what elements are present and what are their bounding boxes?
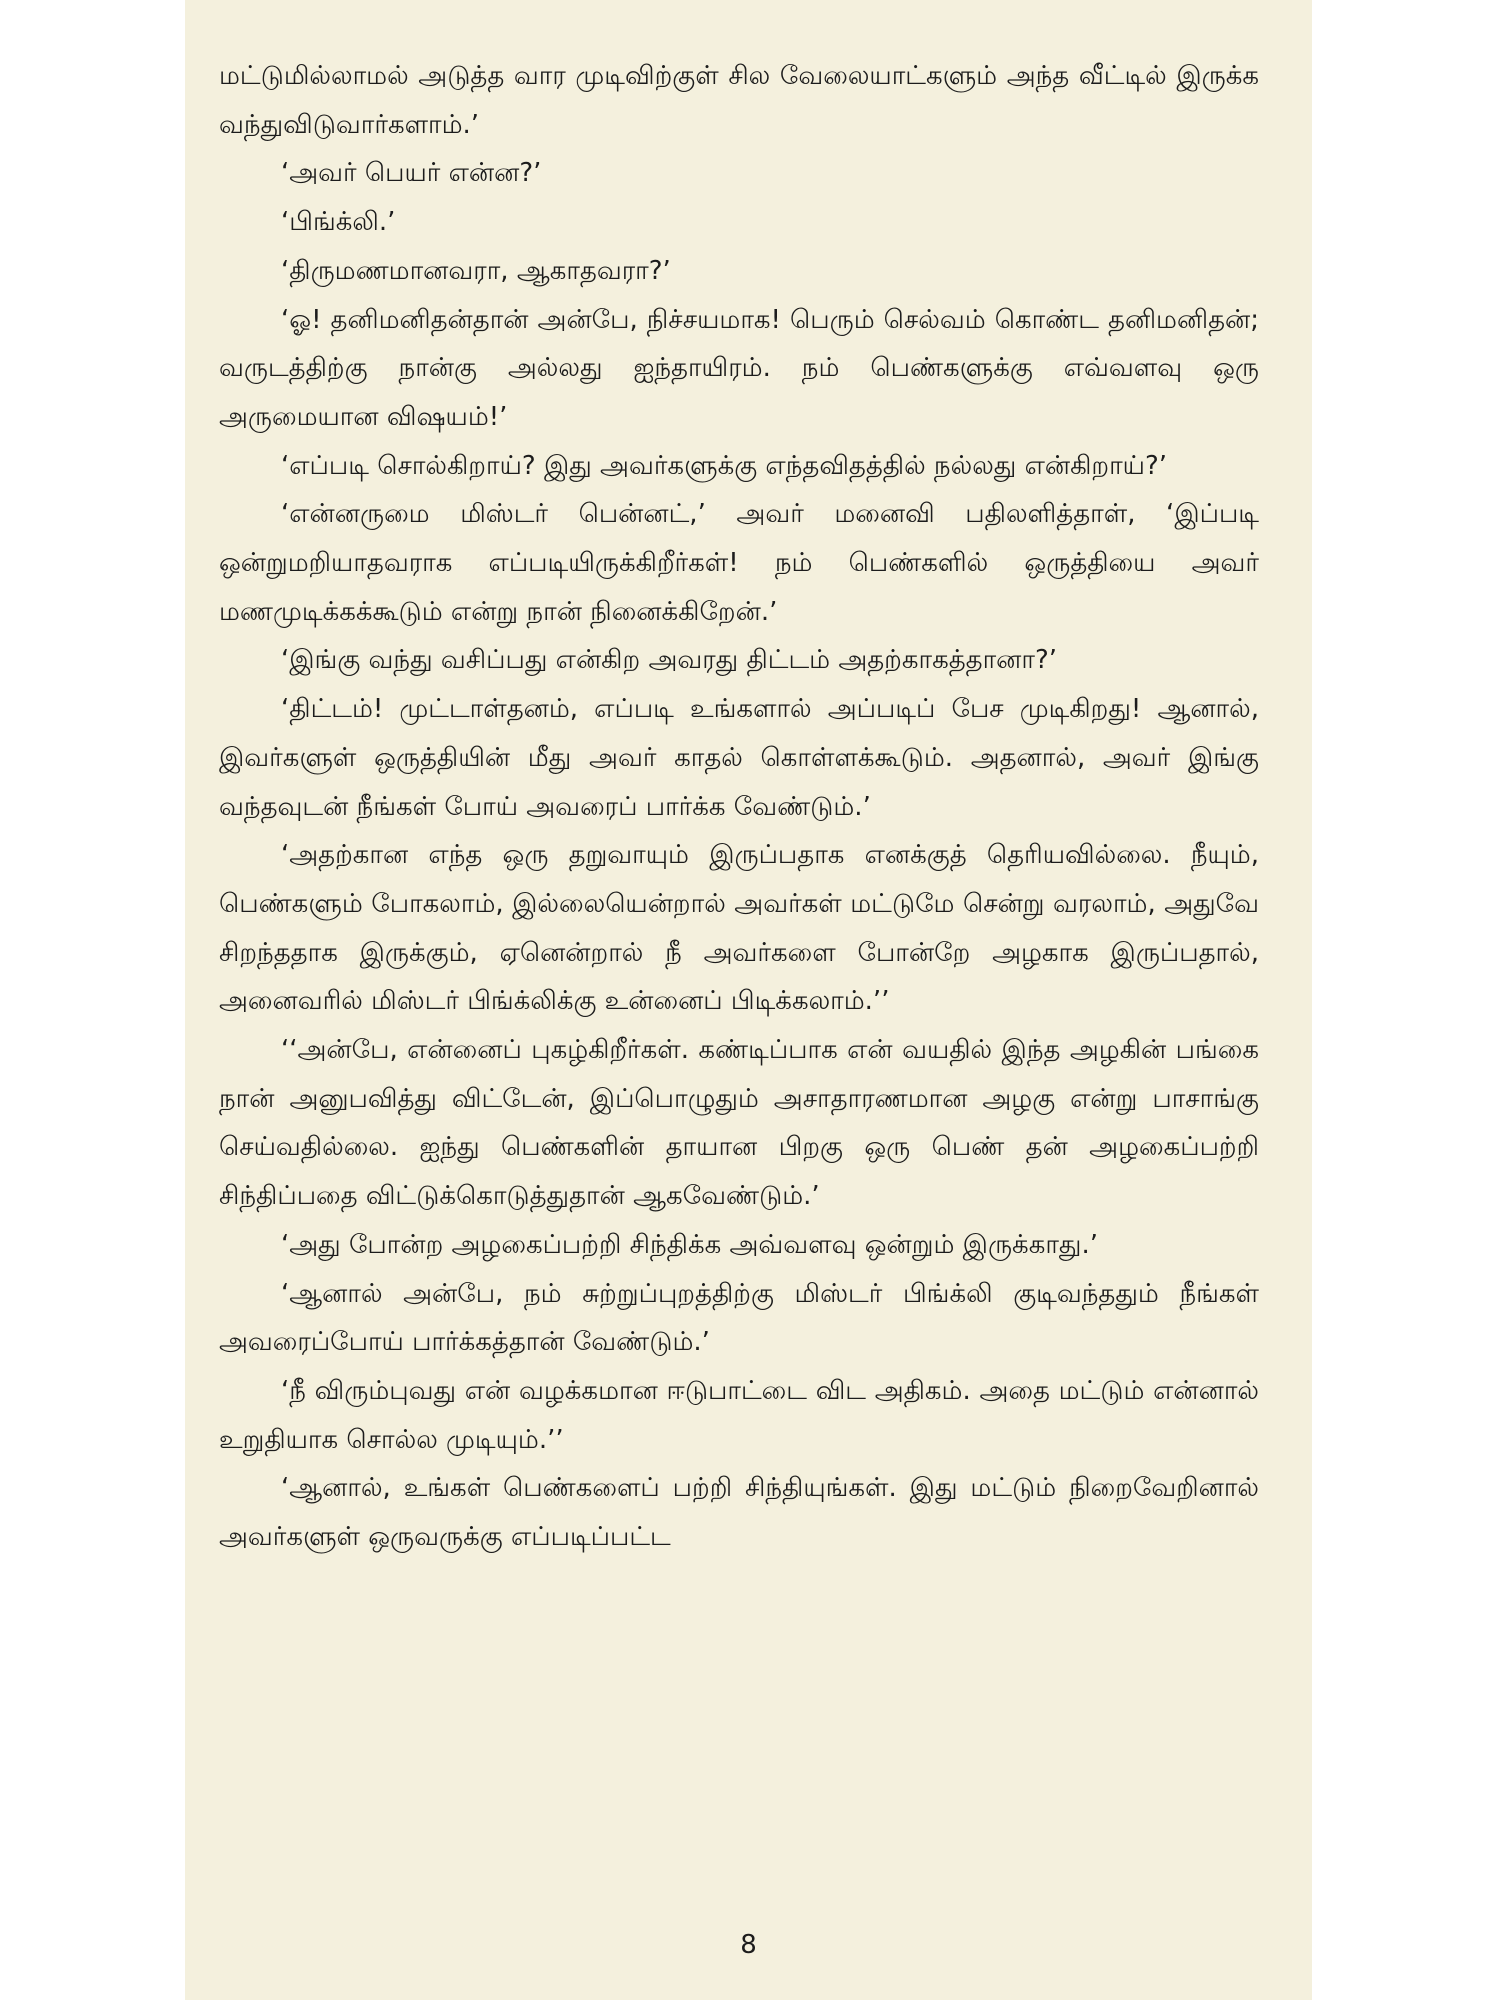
paragraph: ‘ஆனால், உங்கள் பெண்களைப் பற்றி சிந்தியுங்கள். இது மட்டும் நிறைவேறினால் அவர்களுள் ஒருவருக்கு எப்படிப்பட்ட xyxy=(219,1473,1259,1553)
paragraph: ‘எப்படி சொல்கிறாய்? இது அவர்களுக்கு எந்தவிதத்தில் நல்லது என்கிறாய்?’ xyxy=(281,450,1168,481)
paragraph: ‘ஆனால் அன்பே, நம் சுற்றுப்புறத்திற்கு மிஸ்டர் பிங்க்லி குடிவந்ததும் நீங்கள் அவரைப்போய் பார்க்கத்தான் வேண்டும்.’ xyxy=(219,1278,1259,1358)
paragraph: ‘ஓ! தனிமனிதன்தான் அன்பே, நிச்சயமாக! பெரும் செல்வம் கொண்ட தனிமனிதன்; வருடத்திற்கு நான்கு அல்லது ஐந்தாயிரம். நம் பெண்களுக்கு எவ்வளவு ஒரு அருமையான விஷயம்!’ xyxy=(219,304,1259,432)
paragraph: ‘பிங்க்லி.’ xyxy=(281,207,396,238)
paragraph: ‘என்னருமை மிஸ்டர் பென்னட்,’ அவர் மனைவி பதிலளித்தாள், ‘இப்படி ஒன்றுமறியாதவராக எப்படியிருக்கிறீர்கள்! நம் பெண்களில் ஒருத்தியை அவர் மணமுடிக்கக்கூடும் என்று நான் நினைக்கிறேன்.’ xyxy=(219,499,1259,627)
book-page xyxy=(185,0,1312,2000)
paragraph: ‘நீ விரும்புவது என் வழக்கமான ஈடுபாட்டை விட அதிகம். அதை மட்டும் என்னால் உறுதியாக சொல்ல முடியும்.’’ xyxy=(219,1375,1259,1455)
paragraph: ‘திட்டம்! முட்டாள்தனம், எப்படி உங்களால் அப்படிப் பேச முடிகிறது! ஆனால், இவர்களுள் ஒருத்தியின் மீது அவர் காதல் கொள்ளக்கூடும். அதனால், அவர் இங்கு வந்தவுடன் நீங்கள் போய் அவரைப் பார்க்க வேண்டும்.’ xyxy=(219,694,1259,822)
paragraph: மட்டுமில்லாமல் அடுத்த வார முடிவிற்குள் சில வேலையாட்களும் அந்த வீட்டில் இருக்க வந்துவிடுவார்களாம்.’ xyxy=(219,61,1259,140)
paragraph: ‘இங்கு வந்து வசிப்பது என்கிற அவரது திட்டம் அதற்காகத்தானா?’ xyxy=(281,645,1058,676)
paragraph: ‘‘அன்பே, என்னைப் புகழ்கிறீர்கள். கண்டிப்பாக என் வயதில் இந்த அழகின் பங்கை நான் அனுபவித்து விட்டேன், இப்பொழுதும் அசாதாரணமான அழகு என்று பாசாங்கு செய்வதில்லை. ஐந்து பெண்களின் தாயான பிறகு ஒரு பெண் தன் அழகைப்பற்றி சிந்திப்பதை விட்டுக்கொடுத்துதான் ஆகவேண்டும்.’ xyxy=(219,1035,1259,1212)
paragraph: ‘அவர் பெயர் என்ன?’ xyxy=(281,158,542,189)
paragraph: ‘அது போன்ற அழகைப்பற்றி சிந்திக்க அவ்வளவு ஒன்றும் இருக்காது.’ xyxy=(281,1229,1098,1260)
paragraph: ‘அதற்கான எந்த ஒரு தறுவாயும் இருப்பதாக எனக்குத் தெரியவில்லை. நீயும், பெண்களும் போகலாம், இல்லையென்றால் அவர்கள் மட்டுமே சென்று வரலாம், அதுவே சிறந்ததாக இருக்கும், ஏனென்றால் நீ அவர்களை போன்றே அழகாக இருப்பதால், அனைவரில் மிஸ்டர் பிங்க்லிக்கு உன்னைப் பிடிக்கலாம்.’’ xyxy=(219,840,1259,1017)
page-number: 8 xyxy=(740,1930,757,1960)
paragraph: ‘திருமணமானவரா, ஆகாதவரா?’ xyxy=(281,255,671,286)
page-body xyxy=(219,52,1259,1562)
